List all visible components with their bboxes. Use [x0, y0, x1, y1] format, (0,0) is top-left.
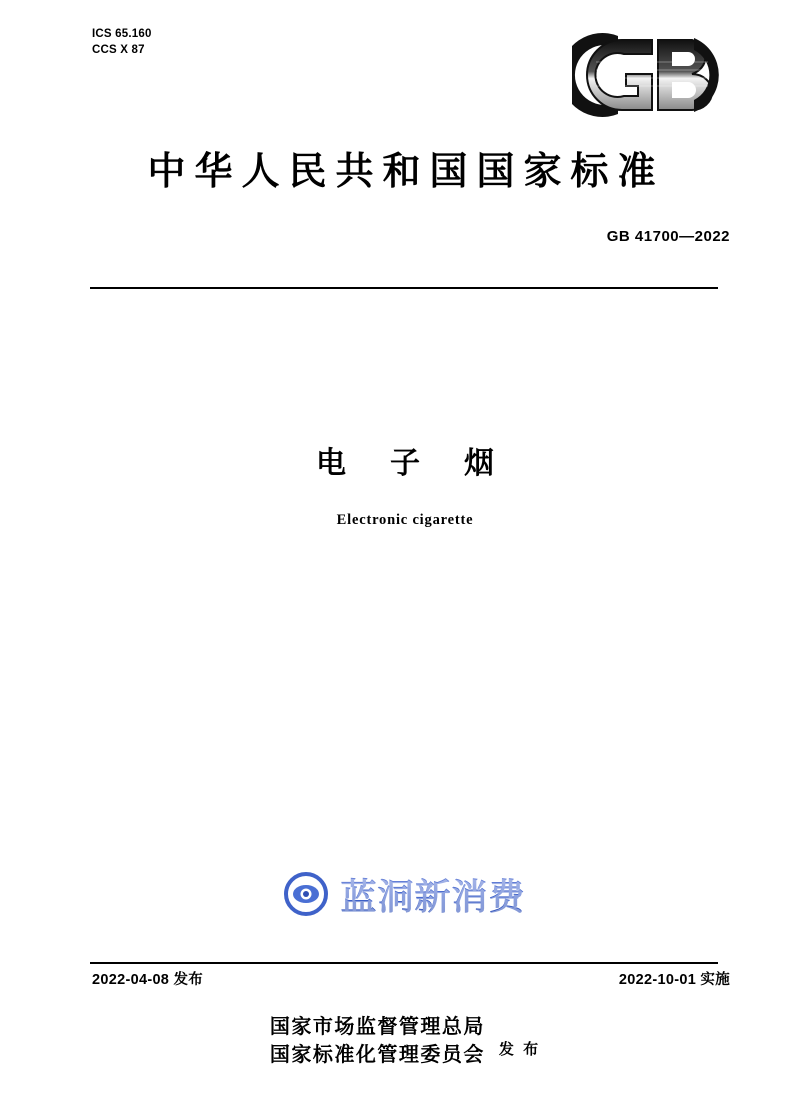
watermark: [0, 866, 810, 922]
document-title-cn: 电子烟: [316, 446, 538, 481]
lando-eye-logo-icon: [284, 872, 328, 916]
publish-date: 2022-04-08 发布: [92, 972, 204, 988]
issuing-authorities: [0, 1012, 810, 1068]
header-divider: [90, 287, 718, 289]
gb-national-standard-emblem-icon: [572, 32, 732, 118]
document-title-en: Electronic cigarette: [336, 512, 474, 528]
issuer-line-1: 国家市场监督管理总局: [269, 1014, 485, 1038]
footer-divider: [90, 962, 718, 964]
standard-number: GB 41700—2022: [606, 228, 730, 245]
ccs-code: CCS X 87: [92, 44, 145, 56]
national-standard-title: 中华人民共和国国家标准: [147, 148, 665, 193]
issuer-names: [270, 1012, 485, 1068]
classification-codes: [92, 26, 152, 58]
issue-verb: 发 布: [498, 1039, 541, 1058]
effective-date: 2022-10-01 实施: [618, 972, 730, 988]
ics-code: ICS 65.160: [92, 28, 152, 40]
watermark-text: 蓝洞新消费: [340, 869, 525, 920]
issuer-line-2: 国家标准化管理委员会: [269, 1042, 485, 1066]
